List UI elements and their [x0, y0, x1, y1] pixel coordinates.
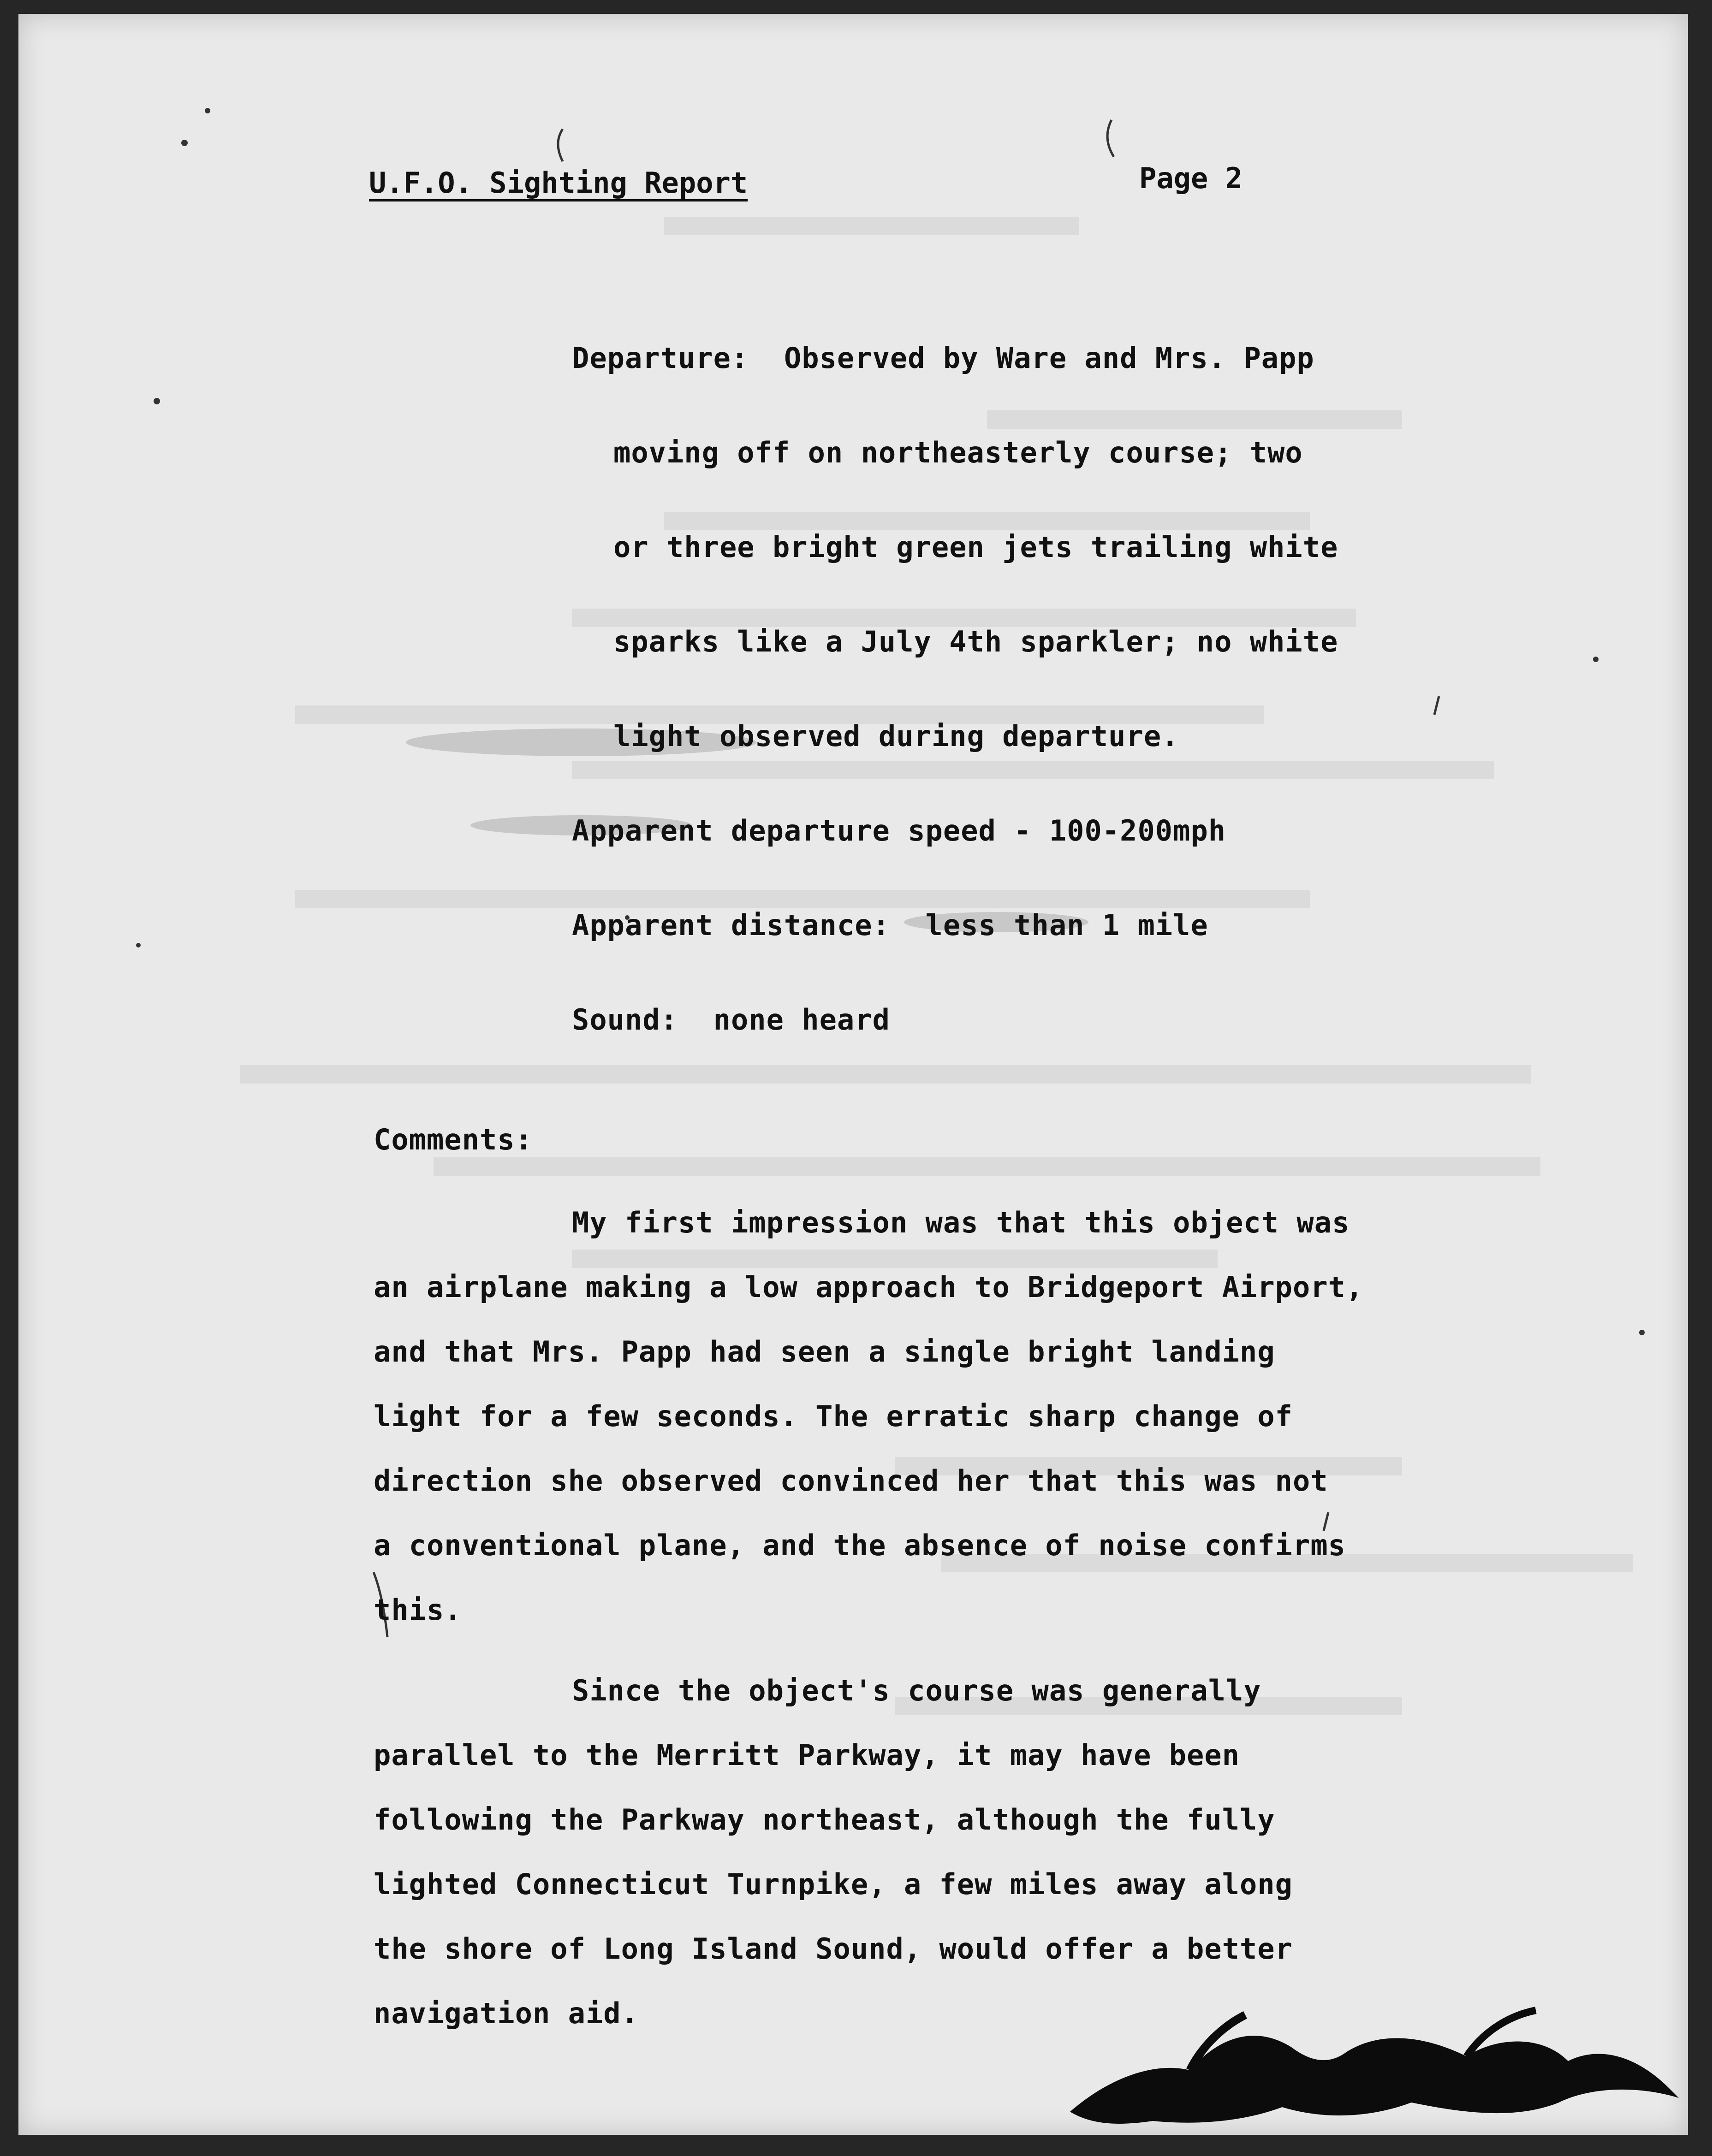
comments-label: Comments:	[374, 1123, 533, 1156]
sound-label: Sound:	[572, 1003, 678, 1037]
speed-value: 100-200mph	[1049, 814, 1226, 847]
departure-line: sparks like a July 4th sparkler; no white	[613, 625, 1338, 658]
document-page	[18, 14, 1688, 2135]
comment-line: My first impression was that this object was	[572, 1206, 1350, 1239]
departure-row	[572, 341, 1314, 375]
comment-line: Since the object's course was generally	[572, 1674, 1261, 1707]
comment-line: parallel to the Merritt Parkway, it may have been	[374, 1738, 1240, 1772]
comment-line: navigation aid.	[374, 1996, 639, 2030]
page-number: Page 2	[1139, 161, 1242, 195]
comment-line: light for a few seconds. The erratic sharp change of	[374, 1399, 1293, 1433]
departure-line: Observed by Ware and Mrs. Papp	[784, 341, 1314, 375]
comment-line: and that Mrs. Papp had seen a single bright landing	[374, 1335, 1275, 1368]
signature-blot	[1052, 1996, 1688, 2135]
report-title: U.F.O. Sighting Report	[369, 166, 748, 200]
comment-line: the shore of Long Island Sound, would offer a better	[374, 1932, 1293, 1966]
departure-line: or three bright green jets trailing white	[613, 530, 1338, 564]
speed-row	[572, 814, 1226, 847]
comment-line: following the Parkway northeast, although the fully	[374, 1803, 1275, 1836]
sound-value: none heard	[713, 1003, 890, 1037]
comment-line: direction she observed convinced her that this was not	[374, 1464, 1328, 1498]
comment-line: a conventional plane, and the absence of noise confirms	[374, 1528, 1346, 1562]
departure-line: moving off on northeasterly course; two	[613, 436, 1303, 469]
departure-label: Departure:	[572, 341, 749, 375]
comment-line: lighted Connecticut Turnpike, a few miles away along	[374, 1867, 1293, 1901]
distance-row	[572, 908, 1208, 942]
comment-line: an airplane making a low approach to Bridgeport Airport,	[374, 1270, 1364, 1304]
comment-line: this.	[374, 1593, 462, 1627]
departure-line: light observed during departure.	[613, 719, 1179, 753]
distance-label: Apparent distance:	[572, 908, 890, 942]
sound-row	[572, 1003, 890, 1037]
speed-label: Apparent departure speed -	[572, 814, 1032, 847]
distance-value: less than 1 mile	[925, 908, 1208, 942]
